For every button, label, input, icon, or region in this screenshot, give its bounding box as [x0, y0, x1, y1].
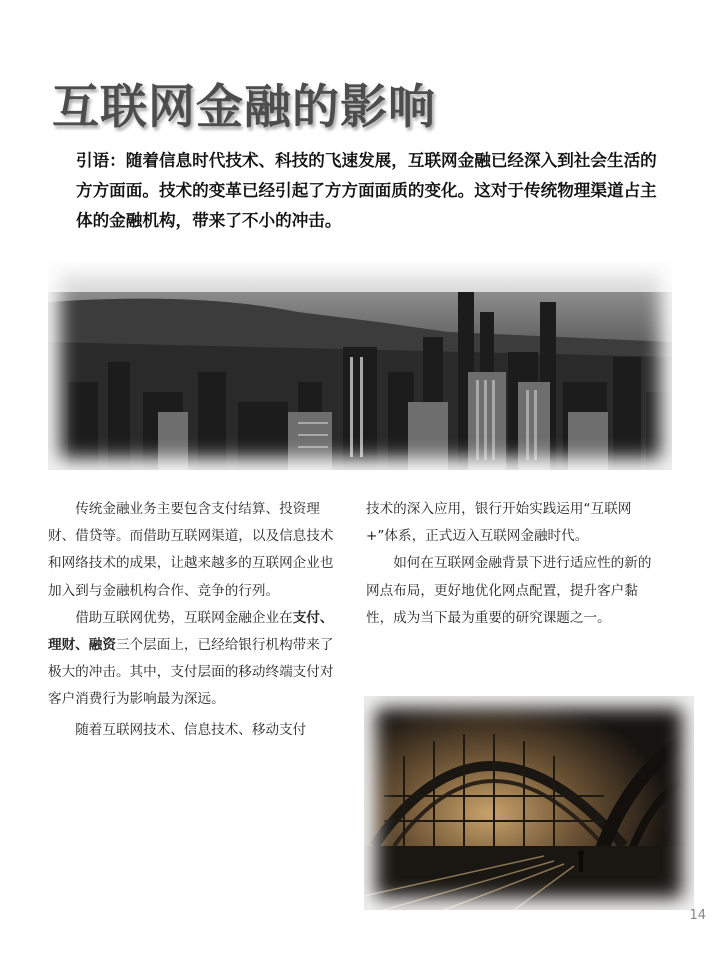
- page-number: 14: [689, 908, 706, 923]
- right-text-column: [366, 496, 658, 632]
- left-paragraph-2-bold: 支付、理财、融资: [48, 609, 334, 654]
- right-paragraph-1: 技术的深入应用，银行开始实践运用“互联网+”体系，正式迈入互联网金融时代。: [366, 501, 632, 545]
- left-paragraph-2: [48, 605, 334, 714]
- left-text-column: [48, 496, 334, 744]
- left-paragraph-2-end: 三个层面上，已经给银行机构带来了极大的冲击。其中，支付层面的移动终端支付对客户消费行为影响最为深远。: [48, 637, 334, 708]
- city-skyline-photo: [48, 262, 672, 470]
- left-paragraph-1: 传统金融业务主要包含支付结算、投资理财、借贷等。而借助互联网渠道，以及信息技术和网络技术的成果，让越来越多的互联网企业也加入到与金融机构合作、竞争的行列。: [48, 501, 334, 599]
- left-paragraph-3: 随着互联网技术、信息技术、移动支付: [75, 721, 307, 738]
- right-paragraph-2: 如何在互联网金融背景下进行适应性的新的网点布局，更好地优化网点配置，提升客户黏性，成为当下最为重要的研究课题之一。: [366, 555, 652, 626]
- train-station-photo: [364, 696, 694, 910]
- intro-paragraph: 引语：随着信息时代技术、科技的飞速发展，互联网金融已经深入到社会生活的方方面面。技术的变革已经引起了方方面面质的变化。这对于传统物理渠道占主体的金融机构，带来了不小的冲击。: [76, 151, 657, 230]
- page-title: 互联网金融的影响: [52, 80, 436, 135]
- left-paragraph-2-start: 借助互联网优势，互联网金融企业在: [75, 609, 293, 626]
